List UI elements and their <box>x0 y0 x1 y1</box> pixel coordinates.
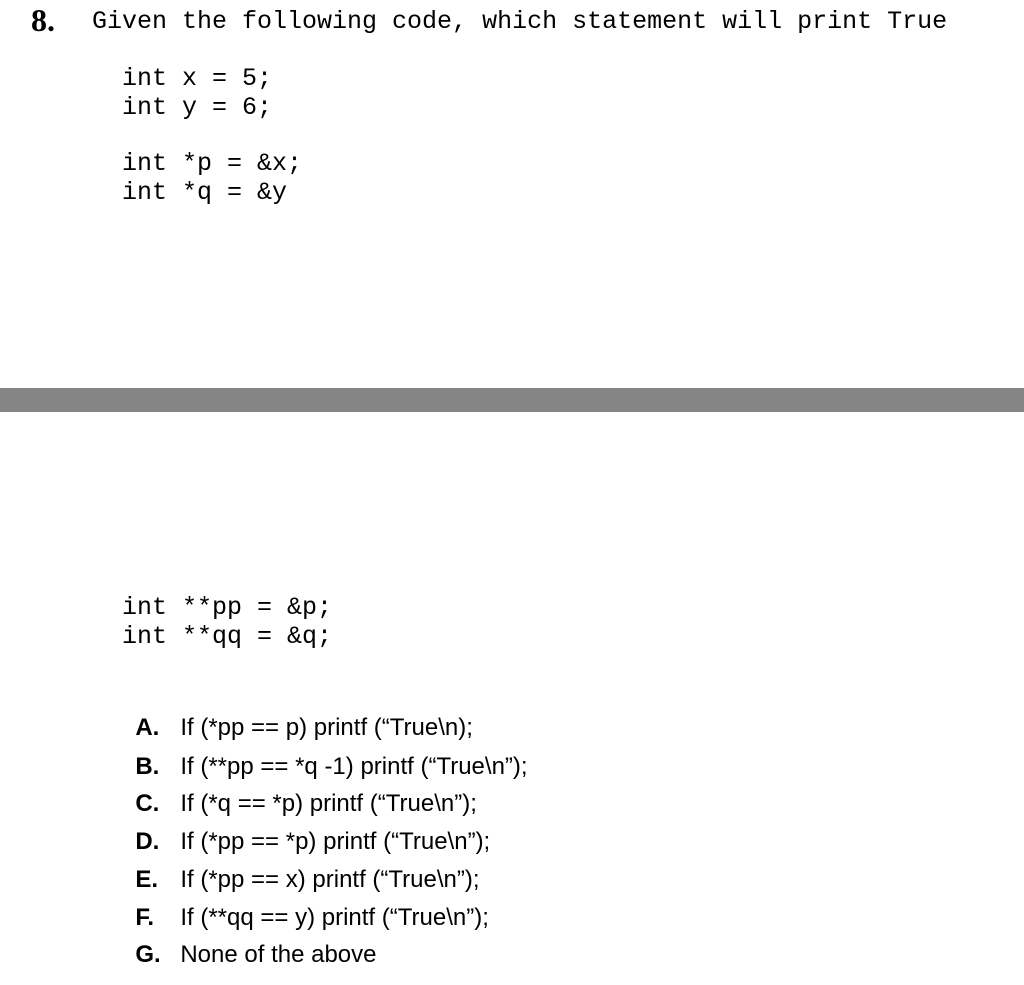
option-text: If (*pp == p) printf (“True\n); <box>180 714 473 741</box>
question-number: 8. <box>31 2 55 38</box>
code-line-4: int *q = &y <box>122 178 288 207</box>
option-text: If (*pp == *p) printf (“True\n”); <box>180 828 491 855</box>
option-g[interactable] <box>122 913 377 969</box>
option-letter: D. <box>135 828 160 855</box>
option-text: If (**pp == *q -1) printf (“True\n”); <box>180 753 528 780</box>
page-divider <box>0 388 1024 412</box>
option-text: If (**qq == y) printf (“True\n”); <box>180 904 489 931</box>
option-letter: G. <box>135 941 161 968</box>
code-line-6: int **qq = &q; <box>122 622 333 651</box>
option-letter: E. <box>135 866 159 893</box>
code-line-3: int *p = &x; <box>122 149 303 178</box>
option-text: If (*q == *p) printf (“True\n”); <box>180 790 477 817</box>
option-letter: F. <box>135 904 155 931</box>
option-letter: A. <box>135 714 160 741</box>
option-letter: B. <box>135 753 160 780</box>
code-line-2: int y = 6; <box>122 93 273 122</box>
option-text: None of the above <box>180 941 377 968</box>
code-line-5: int **pp = &p; <box>122 593 333 622</box>
option-letter: C. <box>135 790 160 817</box>
code-line-1: int x = 5; <box>122 64 273 93</box>
option-text: If (*pp == x) printf (“True\n”); <box>180 866 480 893</box>
question-prompt: Given the following code, which statement will print True <box>92 7 948 36</box>
